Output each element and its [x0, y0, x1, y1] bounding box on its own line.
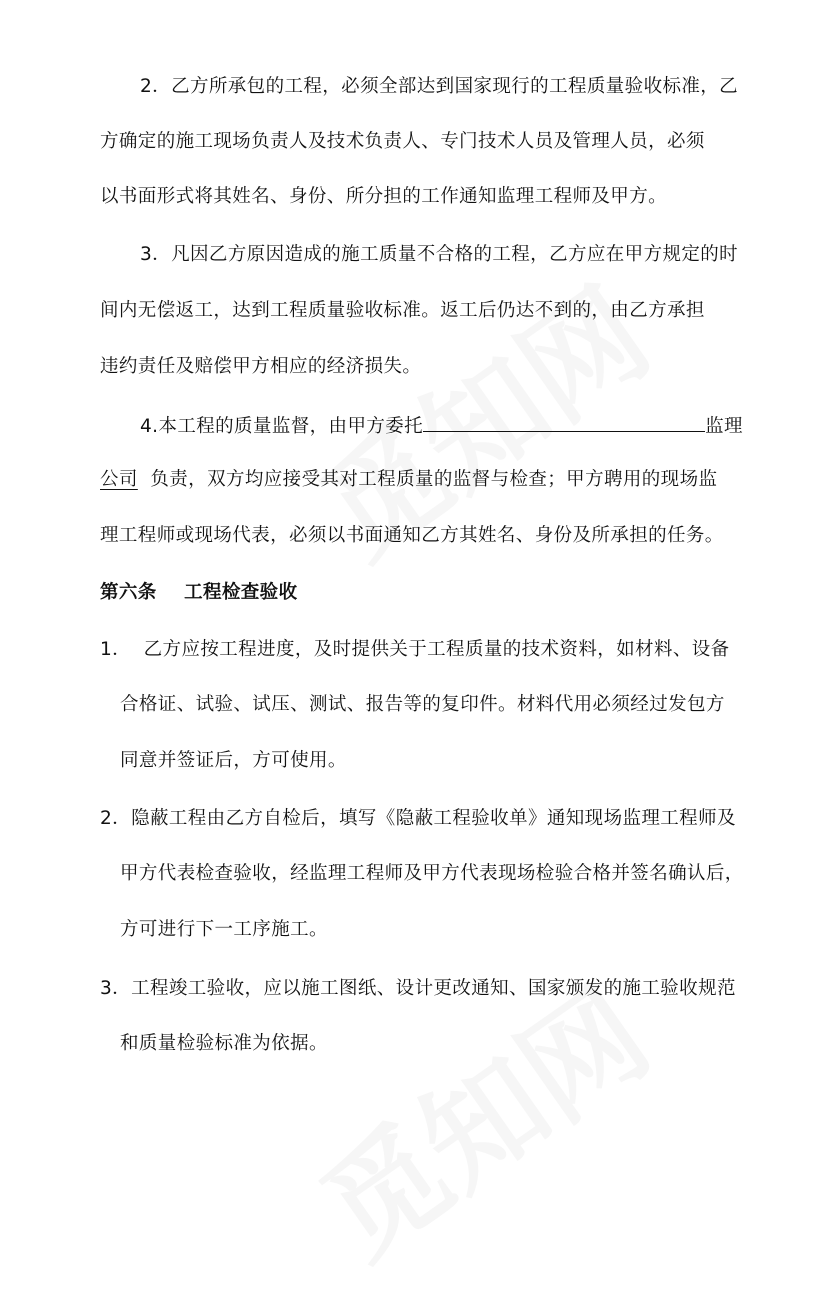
paragraph-line: 3．工程竣工验收，应以施工图纸、设计更改通知、国家颁发的施工验收规范	[100, 978, 736, 999]
item4-line2-rest: 负责，双方均应接受其对工程质量的监督与检查；甲方聘用的现场监	[150, 469, 718, 490]
paragraph-line: 方可进行下一工序施工。	[120, 919, 328, 940]
item1-line1: 乙方应按工程进度，及时提供关于工程质量的技术资料，如材料、设备	[143, 639, 730, 660]
paragraph-line: 3．凡因乙方原因造成的施工质量不合格的工程，乙方应在甲方规定的时	[140, 244, 739, 265]
section-number: 第六条	[100, 582, 157, 603]
paragraph-line: 违约责任及赔偿甲方相应的经济损失。	[100, 356, 422, 377]
paragraph-line: 间内无偿返工，达到工程质量验收标准。返工后仍达不到的，由乙方承担	[100, 300, 705, 321]
company-underlined: 公司	[100, 469, 138, 490]
paragraph-line: 甲方代表检查验收，经监理工程师及甲方代表现场检验合格并签名确认后，	[120, 863, 744, 884]
paragraph-line	[100, 637, 730, 663]
paragraph-line: 和质量检验标准为依据。	[120, 1033, 328, 1054]
item4-suffix: 监理	[705, 416, 743, 437]
item4-prefix: 4.本工程的质量监督，由甲方委托	[140, 416, 424, 437]
item-number: 1．	[100, 639, 132, 660]
supervisor-blank-field	[423, 411, 705, 432]
paragraph-line: 2．乙方所承包的工程，必须全部达到国家现行的工程质量验收标准，乙	[140, 76, 739, 97]
paragraph-line: 2．隐蔽工程由乙方自检后，填写《隐蔽工程验收单》通知现场监理工程师及	[100, 808, 736, 829]
paragraph-line: 方确定的施工现场负责人及技术负责人、专门技术人员及管理人员，必须	[100, 131, 705, 152]
section-title: 工程检查验收	[184, 582, 298, 603]
paragraph-line: 合格证、试验、试压、测试、报告等的复印件。材料代用必须经过发包方	[120, 694, 725, 715]
paragraph-line: 理工程师或现场代表，必须以书面通知乙方其姓名、身份及所承担的任务。	[100, 525, 724, 546]
paragraph-line	[100, 467, 717, 493]
paragraph-line: 同意并签证后，方可使用。	[120, 750, 347, 771]
paragraph-line	[140, 411, 743, 440]
section-heading	[100, 580, 297, 606]
paragraph-line: 以书面形式将其姓名、身份、所分担的工作通知监理工程师及甲方。	[100, 186, 668, 207]
